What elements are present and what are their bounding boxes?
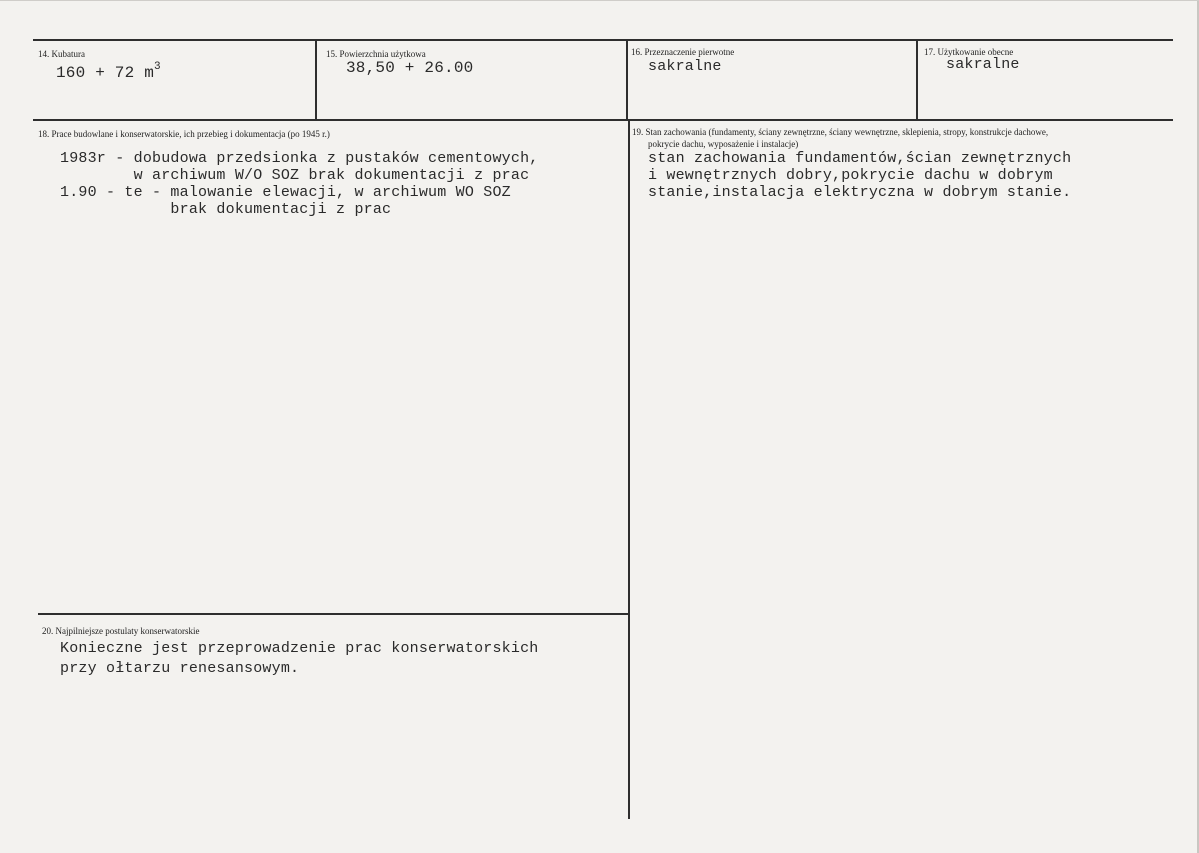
field-14-label: 14. Kubatura: [38, 49, 85, 59]
field-18-line-2: w archiwum W/O SOZ brak dokumentacji z prac: [60, 167, 530, 184]
row1-bottom-rule: [33, 119, 1173, 121]
field-18-label: 18. Prace budowlane i konserwatorskie, ich przebieg i dokumentacja (po 1945 r.): [38, 129, 330, 139]
field-17-value: sakralne: [946, 56, 1020, 73]
field-20-line-2: przy ołtarzu renesansowym.: [60, 660, 300, 677]
top-rule: [33, 39, 1173, 41]
field-20-label: 20. Najpilniejsze postulaty konserwatorskie: [42, 626, 200, 636]
field-19-label-line-2: pokrycie dachu, wyposażenie i instalacje): [648, 139, 799, 149]
field-19-label-line-1: 19. Stan zachowania (fundamenty, ściany zewnętrzne, ściany wewnętrzne, sklepienia, stropy, konstrukcje dachowe,: [632, 127, 1049, 137]
field-14-value-text: 160 + 72 m: [56, 64, 155, 82]
field-14-value-exponent: 3: [154, 61, 161, 73]
divider-15-16: [626, 39, 628, 121]
divider-14-15: [315, 39, 317, 121]
field-14-value: [56, 61, 161, 82]
field-16-label: 16. Przeznaczenie pierwotne: [631, 47, 735, 57]
field-18-line-3: 1.90 - te - malowanie elewacji, w archiwum WO SOZ: [60, 184, 511, 201]
divider-18-20: [38, 613, 630, 615]
divider-18-19: [628, 119, 630, 819]
field-16-value: sakralne: [648, 58, 722, 75]
field-18-line-4: brak dokumentacji z prac: [60, 201, 392, 218]
field-20-line-1: Konieczne jest przeprowadzenie prac konserwatorskich: [60, 640, 539, 657]
field-19-line-2: i wewnętrznych dobry,pokrycie dachu w dobrym: [648, 167, 1053, 184]
field-15-value: 38,50 + 26.00: [346, 59, 474, 77]
field-19-line-3: stanie,instalacja elektryczna w dobrym stanie.: [648, 184, 1072, 201]
field-15-label: 15. Powierzchnia użytkowa: [326, 49, 426, 59]
field-18-line-1: 1983r - dobudowa przedsionka z pustaków cementowych,: [60, 150, 539, 167]
divider-16-17: [916, 39, 918, 121]
field-19-line-1: stan zachowania fundamentów,ścian zewnętrznych: [648, 150, 1072, 167]
field-17-label: 17. Użytkowanie obecne: [924, 47, 1014, 57]
